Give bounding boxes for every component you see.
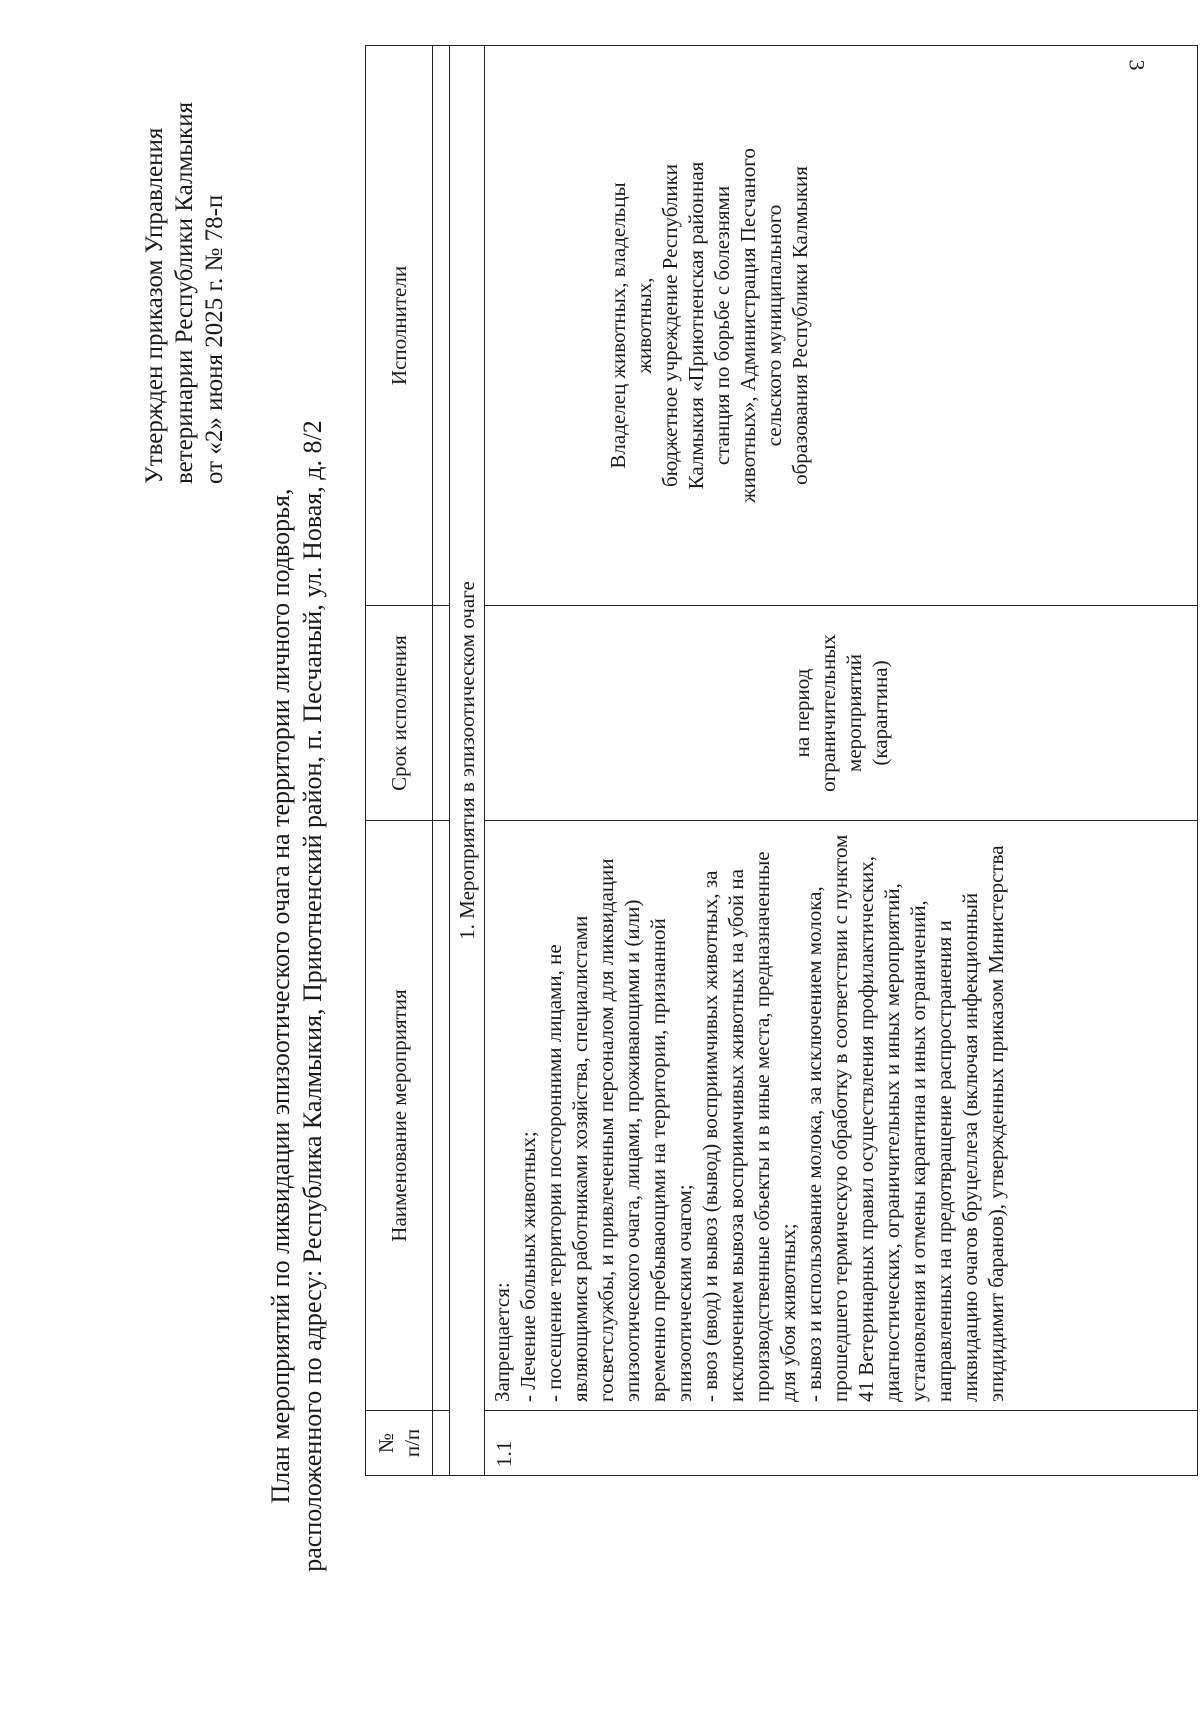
measure-line: госветслужбы, и привлеченным персоналом для ликвидации	[594, 858, 618, 1402]
measure-line: направленных на предотвращение распространения и	[932, 920, 956, 1402]
section-title: 1. Мероприятия в эпизоотическом очаге	[450, 46, 485, 1476]
term-cell	[485, 606, 1198, 821]
header-number-line: п/п	[400, 1428, 424, 1458]
measure-line: установления и отмены карантина и иных ограничений,	[906, 900, 930, 1402]
measure-line: для убоя животных;	[776, 1223, 800, 1402]
page-number: 3	[1124, 59, 1150, 71]
measure-line: эпизоотическим очагом;	[672, 1184, 696, 1402]
measure-line: прошедшего термическую обработку в соответствии с пунктом	[828, 834, 852, 1402]
term-line: ограничительных	[816, 634, 840, 792]
table-spacer-row	[433, 46, 450, 1476]
term-line: мероприятий	[842, 654, 866, 772]
measure-line: диагностических, ограничительных и иных мероприятий,	[880, 883, 904, 1402]
header-executors: Исполнители	[366, 46, 433, 606]
executor-line: образования Республики Калмыкия	[788, 166, 812, 485]
header-term: Срок исполнения	[366, 606, 433, 821]
measure-line: являющимися работниками хозяйства, специалистами	[568, 915, 592, 1402]
spacer-cell	[433, 1411, 450, 1476]
table-row	[485, 46, 1198, 1476]
term-line: на период	[790, 668, 814, 758]
executor-line: животных,	[632, 277, 656, 374]
executors-cell	[485, 46, 1198, 606]
measure-line: исключением вывоза восприимчивых животных на убой на	[724, 869, 748, 1402]
plan-table	[365, 45, 1198, 1476]
measure-line: временно пребывающими на территории, признанной	[646, 918, 670, 1402]
plan-title-line: расположенного по адресу: Республика Калмыкия, Приютненский район, п. Песчаный, ул. Новая, д. 8/2	[298, 420, 327, 1572]
row-number: 1.1	[485, 1411, 1198, 1476]
header-name: Наименование мероприятия	[366, 821, 433, 1411]
measure-line: Запрещается:	[490, 1282, 514, 1402]
header-number	[366, 1411, 433, 1476]
term-line: (карантина)	[868, 660, 892, 766]
measure-line: эпизоотического очага, лицами, проживающими и (или)	[620, 899, 644, 1402]
measure-line: эпидидимит баранов), утвержденных приказом Министерства	[984, 845, 1008, 1402]
measure-line: - посещение территории посторонними лицами, не	[542, 944, 566, 1402]
spacer-cell	[433, 821, 450, 1411]
executor-line: животных», Администрация Песчаного	[736, 148, 760, 503]
measure-line: 41 Ветеринарных правил осуществления профилактических,	[854, 856, 878, 1402]
executor-line: станция по борьбе с болезнями	[710, 185, 734, 466]
table-header-row	[366, 46, 433, 1476]
measure-line: - вывоз и использование молока, за исключением молока,	[802, 886, 826, 1402]
spacer-cell	[433, 46, 450, 606]
measure-name-cell	[485, 821, 1198, 1411]
measure-line: - ввоз (ввод) и вывоз (вывод) восприимчивых животных, за	[698, 870, 722, 1402]
plan-title-line: План мероприятий по ликвидации эпизоотического очага на территории личного подворья,	[266, 488, 295, 1504]
measure-line: ликвидацию очагов бруцеллеза (включая инфекционный	[958, 892, 982, 1402]
executor-line: бюджетное учреждение Республики	[658, 163, 682, 488]
measure-line: - Лечение больных животных;	[516, 1131, 540, 1402]
approval-line: от «2» июня 2025 г. № 78-п	[201, 194, 228, 484]
plan-title	[265, 281, 329, 1711]
header-number-line: №	[374, 1432, 398, 1454]
approval-line: ветеринарии Республики Калмыкия	[171, 101, 198, 484]
section-row	[450, 46, 485, 1476]
measure-line: производственные объекты и в иные места, предназначенные	[750, 851, 774, 1402]
spacer-cell	[433, 606, 450, 821]
executor-line: сельского муниципального	[762, 204, 786, 447]
approval-stamp-text	[140, 44, 230, 484]
executor-line: Калмыкия «Приютненская районная	[684, 161, 708, 490]
executor-line: Владелец животных, владельцы	[606, 182, 630, 469]
approval-line: Утвержден приказом Управления	[141, 127, 168, 484]
